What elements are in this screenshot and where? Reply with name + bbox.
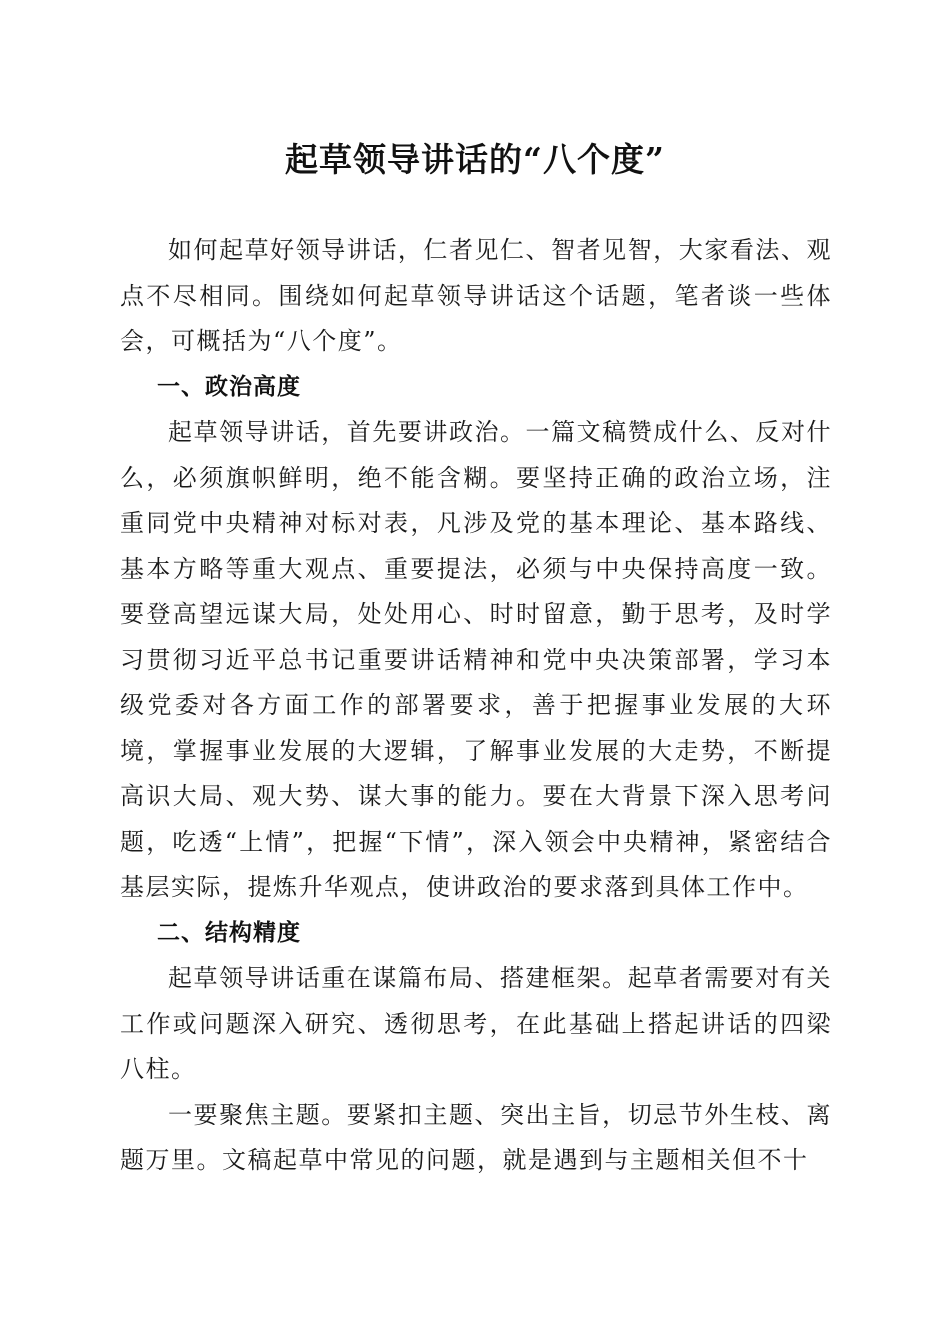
body-paragraph: 起草领导讲话重在谋篇布局、搭建框架。起草者需要对有关工作或问题深入研究、透彻思考，在此基础上搭起讲话的四梁八柱。 [120,964,832,1083]
body-paragraph: 起草领导讲话，首先要讲政治。一篇文稿赞成什么、反对什么，必须旗帜鲜明，绝不能含糊。要坚持正确的政治立场，注重同党中央精神对标对表，凡涉及党的基本理论、基本路线、基本方略等重大观点、重要提法，必须与中央保持高度一致。要登高望远谋大局，处处用心、时时留意，勤于思考，及时学习贯彻习近平总书记重要讲话精神和党中央决策部署，学习本级党委对各方面工作的部署要求，善于把握事业发展的大环境，掌握事业发展的大逻辑，了解事业发展的大走势，不断提高识大局、观大势、谋大事的能力。要在大背景下深入思考问题，吃透“上情”，把握“下情”，深入领会中央精神，紧密结合基层实际，提炼升华观点，使讲政治的要求落到具体工作中。 [120,418,832,901]
document-body [120,228,832,1184]
section-heading: 二、结构精度 [157,919,301,946]
body-paragraph: 一要聚焦主题。要紧扣主题、突出主旨，切忌节外生枝、离题万里。文稿起草中常见的问题，就是遇到与主题相关但不十 [120,1100,832,1174]
document-title: 起草领导讲话的“八个度” [285,140,665,179]
intro-paragraph: 如何起草好领导讲话，仁者见仁、智者见智，大家看法、观点不尽相同。围绕如何起草领导讲话这个话题，笔者谈一些体会，可概括为“八个度”。 [120,236,832,355]
section-heading: 一、政治高度 [157,373,301,400]
